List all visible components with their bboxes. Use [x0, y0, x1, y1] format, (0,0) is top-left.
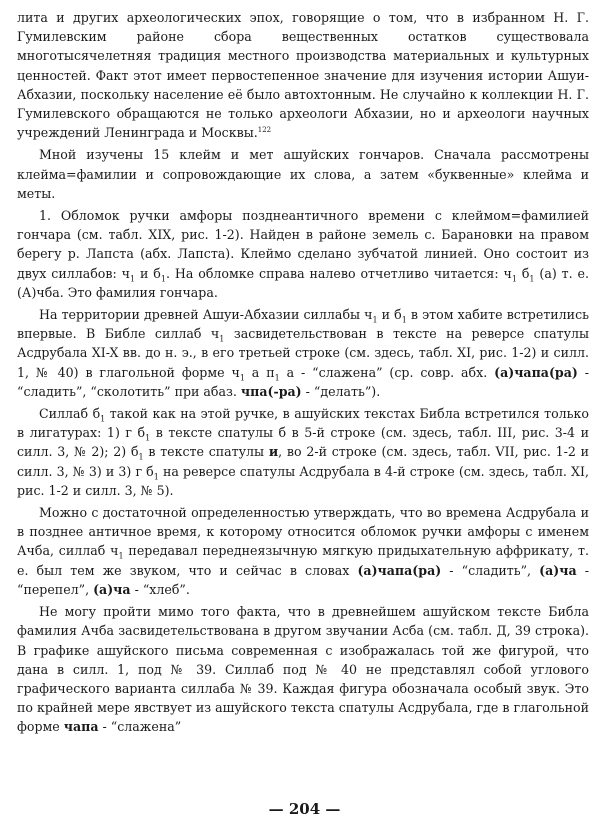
paragraph-intro: Мной изучены 15 клейм и мет ашуйских гончаров. Сначала рассмотрены клейма=фамилии и сопровождающие их слова, а затем «буквенные» клейма и меты.	[17, 147, 589, 201]
paragraph-asba: Не могу пройти мимо того факта, что в древнейшем ашуйском тексте Библа фамилия Ачба засвидетельствована в другом звучании Асба (см. табл. Д, 39 строка). В графике ашуйского письма современная с изображалась той же фигурой, что дана в силл. 1, под № 39. Силлаб под № 40 не представлял собой углового графического варианта силлаба № 39. Каждая фигура обозначала особый звук. Это по крайней мере явствует из ашуйского текста спатулы Асдрубала, где в глагольной форме чапа - “слажена”	[17, 604, 589, 735]
page-number: — 204 —	[268, 800, 341, 818]
footnote-ref: 122	[257, 126, 272, 135]
paragraph-syllable-b: Силлаб $б_1$ такой как на этой ручке, в ашуйских текстах Библа встретился только в лигатурах: 1) г $б_1$ в тексте спатулы б в 5-й строке (см. здесь, табл. III, рис. 3-4 и силл. 3, № 2); 2) $б_1$ в тексте спатулы и, во 2-й строке (см. здесь, табл. VII, рис. 1-2 и силл. 3, № 3) и 3) г $б_1$ на реверсе спатулы Асдрубала в 4-й строке (см. здесь, табл. XI, рис. 1-2 и силл. 3, № 5).	[17, 406, 589, 498]
paragraph-continuation: лита и других археологических эпох, говорящие о том, что в избранном Н. Г. Гумилевским районе сбора вещественных остатков существовала многотысячелетняя традиция местного производства материальных и культурных ценностей. Факт этот имеет первостепенное значение для изучения истории Ашуи-Абхазии, поскольку население её было автохтонным. Не случайно к коллекции Н. Г. Гумилевского обращаются не только археологи Абхазии, но и археологи научных учреждений Ленинграда и Москвы.$^{122}$	[17, 10, 589, 141]
paragraph-item-1: 1. Обломок ручки амфоры позднеантичного времени с клеймом=фамилией гончара (см. табл. XIX, рис. 1-2). Найден в районе земель с. Барановки на правом берегу р. Лапста (абх. Лапста). Клеймо сделано зубчатой линией. Оно состоит из двух силлабов: $ч_1$ и $б_1$. На обломке справа налево отчетливо читается: $ч_1$ $б_1$ (а) т. е. (А)чба. Это фамилия гончара.	[17, 208, 589, 300]
paragraph-syllable-ch: На территории древней Ашуи-Абхазии силлабы $ч_1$ и $б_1$ в этом хабите встретились впервые. В Библе силлаб $ч_1$ засвидетельствован в тексте на реверсе спатулы Асдрубала XI-X вв. до н. э., в его третьей строке (см. здесь, табл. XI, рис. 1-2) и силл. 1, № 40) в глагольной форме $ч_1$ а $п_1$ а - “слажена” (ср. совр. абх. (а)чапа(ра) - “сладить”, “сколотить” при абаз. чпа(-ра) - “делать”).	[17, 307, 590, 399]
paragraph-conclusion: Можно с достаточной определенностью утверждать, что во времена Асдрубала и в позднее античное время, к которому относится обломок ручки амфоры с именем Ачба, силлаб $ч_1$ передавал переднеязычную мягкую придыхательную аффрикату, т. е. был тем же звуком, что и сейчас в словах (а)чапа(ра) - “сладить”, (а)ча - “перепел”, (а)ча - “хлеб”.	[17, 505, 589, 597]
